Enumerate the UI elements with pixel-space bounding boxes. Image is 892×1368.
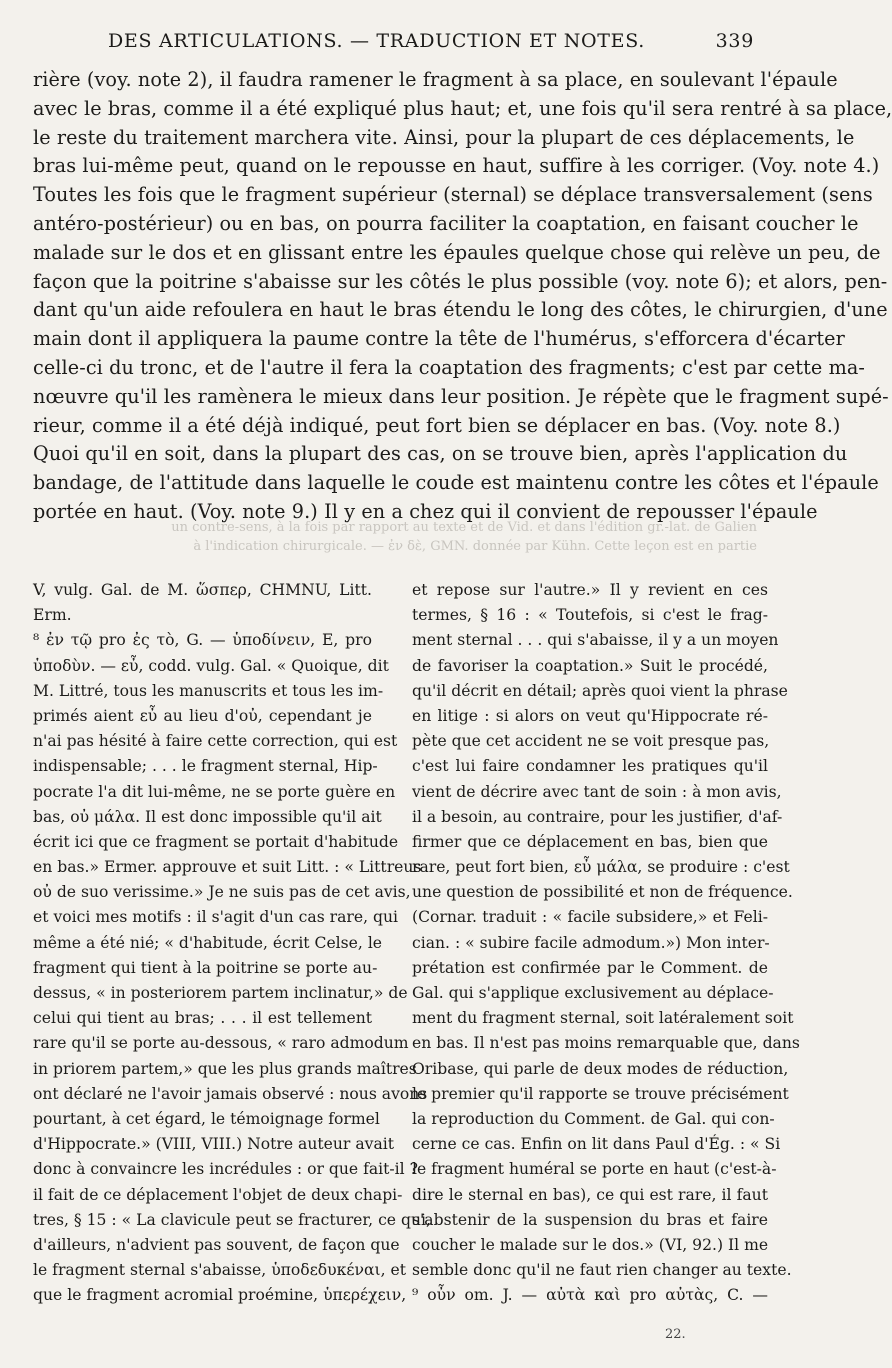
footnote-line: ὑποδὺν. — εὖ, codd. vulg. Gal. « Quoique, dit [33,656,389,675]
footnote-line: même a été nié; « d'habitude, écrit Celse, le [33,933,383,952]
footnote-line: une question de possibilité et non de fréquence. [412,883,793,902]
main-line: rière (voy. note 2), il faudra ramener le fragment à sa place, en soulevant l'épaule [33,68,838,91]
footnote-line: le fragment sternal s'abaisse, ὑποδεδυκέναι, et [33,1261,407,1280]
footnote-line: (Cornar. traduit : « facile subsidere,» et Feli- [412,908,768,927]
footnote-line: la reproduction du Comment. de Gal. qui con- [412,1109,775,1128]
footnote-line: pocrate l'a dit lui-même, ne se porte guère en [33,782,396,801]
footnote-line: firmer que ce déplacement en bas, bien que [412,832,768,851]
footnote-line: οὐ de suo verissime.» Je ne suis pas de cet avis, [33,883,411,902]
footnote-line: le fragment huméral se porte en haut (c'est-à- [412,1160,777,1179]
footnote-line: Erm. [33,606,72,625]
footnote-line: c'est lui faire condamner les pratiques qu'il [412,757,768,776]
footnote-line: pourtant, à cet égard, le témoignage formel [33,1109,380,1128]
footnote-line: cian. : « subire facile admodum.») Mon inter- [412,933,770,952]
main-line: rieur, comme il a été déjà indiqué, peut fort bien se déplacer en bas. (Voy. note 8.) [33,413,841,437]
main-line: main dont il appliquera la paume contre la tête de l'humérus, s'efforcera d'écarter [33,327,845,351]
main-line: portée en haut. (Voy. note 9.) Il y en a chez qui il convient de repousser l'épaule [33,499,818,523]
bleed-through-line: à l'indication chirurgicale. — ἐν δὲ, GMN. donnée par Kühn. Cette leçon est en partie [193,539,757,554]
footnote-line: en bas.» Ermer. approuve et suit Litt. : « Littreus [33,858,422,877]
footnote-line: pète que cet accident ne se voit presque pas, [412,732,770,751]
footnote-line: vient de décrire avec tant de soin : à mon avis, [412,782,782,801]
footnote-line: coucher le malade sur le dos.» (VI, 92.) Il me [412,1235,769,1254]
main-line: dant qu'un aide refoulera en haut le bras étendu le long des côtes, le chirurgien, d'une [33,298,888,322]
footnote-line: n'ai pas hésité à faire cette correction, qui est [33,732,398,751]
bleed-through-line: un contre-sens, à la fois par rapport au texte et de Vid. et dans l'édition gr.-lat. de Galien [171,520,757,535]
signature-mark: 22. [665,1327,686,1342]
footnotes-left-column [33,578,431,1308]
page-number: 339 [715,30,754,52]
footnote-line: ment du fragment sternal, soit latéralement soit [412,1009,794,1028]
footnote-line: indispensable; . . . le fragment sternal, Hip- [33,757,378,776]
footnote-line: semble donc qu'il ne faut rien changer au texte. [412,1261,792,1280]
footnote-line: ⁸ ἐν τῷ pro ἐς τὸ, G. — ὑποδίνειν, E, pro [33,631,372,650]
footnote-line: en litige : si alors on veut qu'Hippocrate ré- [412,706,768,725]
running-head-title: DES ARTICULATIONS. — TRADUCTION ET NOTES. [108,30,646,52]
footnote-line: V, vulg. Gal. de M. ὥσπερ, CHMNU, Litt. [33,581,372,599]
footnote-line: primés aient εὖ au lieu d'οὐ, cependant je [33,706,372,725]
footnote-line: en bas. Il n'est pas moins remarquable que, dans [412,1034,800,1053]
footnote-line: il a besoin, au contraire, pour les justifier, d'af- [412,807,783,826]
main-line: bandage, de l'attitude dans laquelle le coude est maintenu contre les côtes et l'épaule [33,471,879,495]
main-line: Toutes les fois que le fragment supérieur (sternal) se déplace transversalement (sens [33,183,873,207]
footnote-line: rare qu'il se porte au-dessous, « raro admodum [33,1034,409,1053]
main-text [33,66,892,527]
running-head [108,30,754,60]
footnote-line: il fait de ce déplacement l'objet de deux chapi- [33,1185,403,1204]
footnote-line: d'ailleurs, n'advient pas souvent, de façon que [33,1235,400,1254]
main-line: bras lui-même peut, quand on le repousse en haut, suffire à les corriger. (Voy. note 4.) [33,154,880,178]
footnote-line: in priorem partem,» que les plus grands maîtres [33,1059,417,1078]
footnote-line: et voici mes motifs : il s'agit d'un cas rare, qui [33,908,399,927]
footnote-line: ont déclaré ne l'avoir jamais observé : nous avons [33,1084,428,1103]
main-line: avec le bras, comme il a été expliqué plus haut; et, une fois qu'il sera rentré à sa place, [33,96,892,120]
footnote-line: bas, οὐ μάλα. Il est donc impossible qu'il ait [33,807,382,826]
footnote-line: que le fragment acromial proémine, ὑπερέχειν, [33,1286,407,1305]
footnote-line: ment sternal . . . qui s'abaisse, il y a un moyen [412,631,779,650]
footnote-line: s'abstenir de la suspension du bras et faire [412,1210,768,1229]
footnote-line: Oribase, qui parle de deux modes de réduction, [412,1059,789,1078]
footnote-line: M. Littré, tous les manuscrits et tous les im- [33,681,384,700]
footnote-line: cerne ce cas. Enfin on lit dans Paul d'Ég. : « Si [412,1135,781,1154]
main-line: Quoi qu'il en soit, dans la plupart des cas, on se trouve bien, après l'application du [33,442,848,466]
main-line: nœuvre qu'il les ramènera le mieux dans leur position. Je répète que le fragment supé- [33,384,889,408]
footnote-line: le premier qu'il rapporte se trouve précisément [412,1084,789,1103]
footnote-line: celui qui tient au bras; . . . il est tellement [33,1009,372,1028]
footnote-line: d'Hippocrate.» (VIII, VIII.) Notre auteur avait [33,1135,395,1154]
bleed-through-text [33,518,757,558]
footnote-line: fragment qui tient à la poitrine se porte au- [33,958,378,977]
main-line: celle-ci du tronc, et de l'autre il fera la coaptation des fragments; c'est par cette ma- [33,355,865,379]
footnotes-right-column [412,578,800,1308]
footnote-line: tres, § 15 : « La clavicule peut se fracturer, ce qui, [33,1210,431,1229]
main-line: façon que la poitrine s'abaisse sur les côtés le plus possible (voy. note 6); et alors, pen- [33,269,888,293]
footnote-line: Gal. qui s'applique exclusivement au déplace- [412,984,774,1002]
footnote-line: et repose sur l'autre.» Il y revient en ces [412,581,768,599]
main-line: malade sur le dos et en glissant entre les épaules quelque chose qui relève un peu, de [33,240,881,264]
main-line: antéro-postérieur) ou en bas, on pourra faciliter la coaptation, en faisant coucher le [33,211,859,235]
footnote-line: qu'il décrit en détail; après quoi vient la phrase [412,681,788,700]
footnote-line: rare, peut fort bien, εὖ μάλα, se produire : c'est [412,858,790,877]
footnote-line: ⁹ οὖν om. J. — αὐτὰ καὶ pro αὐτὰς, C. — [412,1286,768,1305]
main-line: le reste du traitement marchera vite. Ainsi, pour la plupart de ces déplacements, le [33,125,855,149]
footnote-line: donc à convaincre les incrédules : or que fait-il ? [33,1160,418,1179]
footnote-line: de favoriser la coaptation.» Suit le procédé, [412,656,768,675]
footnote-line: dessus, « in posteriorem partem inclinatur,» de [33,984,408,1002]
footnote-line: termes, § 16 : « Toutefois, si c'est le frag- [412,606,768,625]
footnote-line: écrit ici que ce fragment se portait d'habitude [33,832,399,851]
footnote-line: prétation est confirmée par le Comment. de [412,958,768,977]
footnote-line: dire le sternal en bas), ce qui est rare, il faut [412,1185,768,1204]
